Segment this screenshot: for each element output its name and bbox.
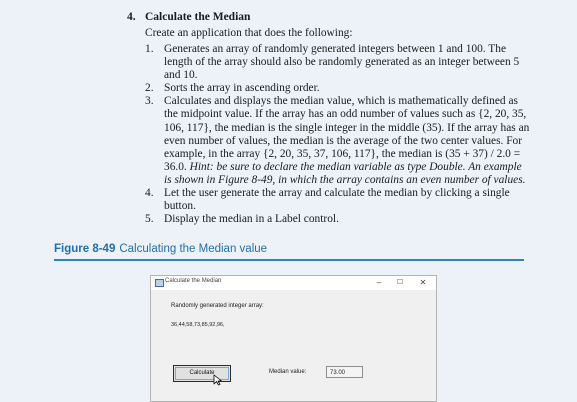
exercise-number: 4. [127, 11, 136, 23]
mouse-pointer-icon [213, 374, 223, 386]
step-number: 3. [145, 95, 154, 108]
window-title: Calculate the Median [165, 278, 222, 284]
calculate-button[interactable]: Calculate [173, 365, 231, 382]
array-label: Randomly generated integer array: [171, 303, 264, 309]
array-values-label: 36,44,58,73,85,92,96, [171, 322, 225, 328]
close-button[interactable]: ✕ [419, 278, 427, 287]
minimize-button[interactable]: – [376, 278, 382, 287]
maximize-button[interactable]: ☐ [396, 279, 404, 286]
step-number: 5. [145, 213, 154, 226]
step-text-main: Calculates and displays the median value, which is mathematically defined as the midpoint value. If the array has an odd number of values such as {2, 20, 35, 106, 117}, the median is the single integer in the middle (35). If the array has an even number of values, the median is the average of the two center values. For example, in the array {2, 20, 35, 37, 106, 117}, the median is (35 + 37) / 2.0 = 36.0. [164, 95, 530, 173]
step-text [164, 95, 529, 186]
step-number: 2. [145, 82, 154, 95]
step-text: Generates an array of randomly generated integers between 1 and 100. The length of the array should also be randomly generated as an integer between 5 and 10. [164, 43, 520, 82]
step-number: 1. [145, 43, 154, 55]
median-value-label: 73.00 [326, 366, 363, 378]
app-window [150, 275, 437, 402]
step-text: Sorts the array in ascending order. [164, 82, 320, 95]
step-list [145, 43, 530, 226]
exercise-intro: Create an application that does the following: [145, 27, 353, 39]
step-text: Display the median in a Label control. [164, 213, 339, 226]
step-text: Let the user generate the array and calculate the median by clicking a single button. [164, 187, 510, 213]
app-form-icon [155, 279, 164, 287]
exercise-title: Calculate the Median [145, 11, 251, 23]
median-label: Median value: [269, 369, 307, 375]
step-item [145, 95, 530, 187]
step-item [145, 82, 530, 95]
figure-caption [54, 243, 267, 255]
step-item [145, 43, 530, 82]
figure-rule [54, 259, 524, 261]
step-item [145, 213, 530, 226]
step-hint: Hint: be sure to declare the median variable as type Double. An example is shown in Figure 8-49, in which the array contains an even number of values. [164, 160, 526, 186]
figure-title: Calculating the Median value [119, 243, 268, 255]
window-titlebar[interactable] [151, 276, 436, 290]
step-number: 4. [145, 187, 154, 200]
step-item [145, 187, 530, 213]
figure-label: Figure 8-49 [54, 243, 116, 255]
